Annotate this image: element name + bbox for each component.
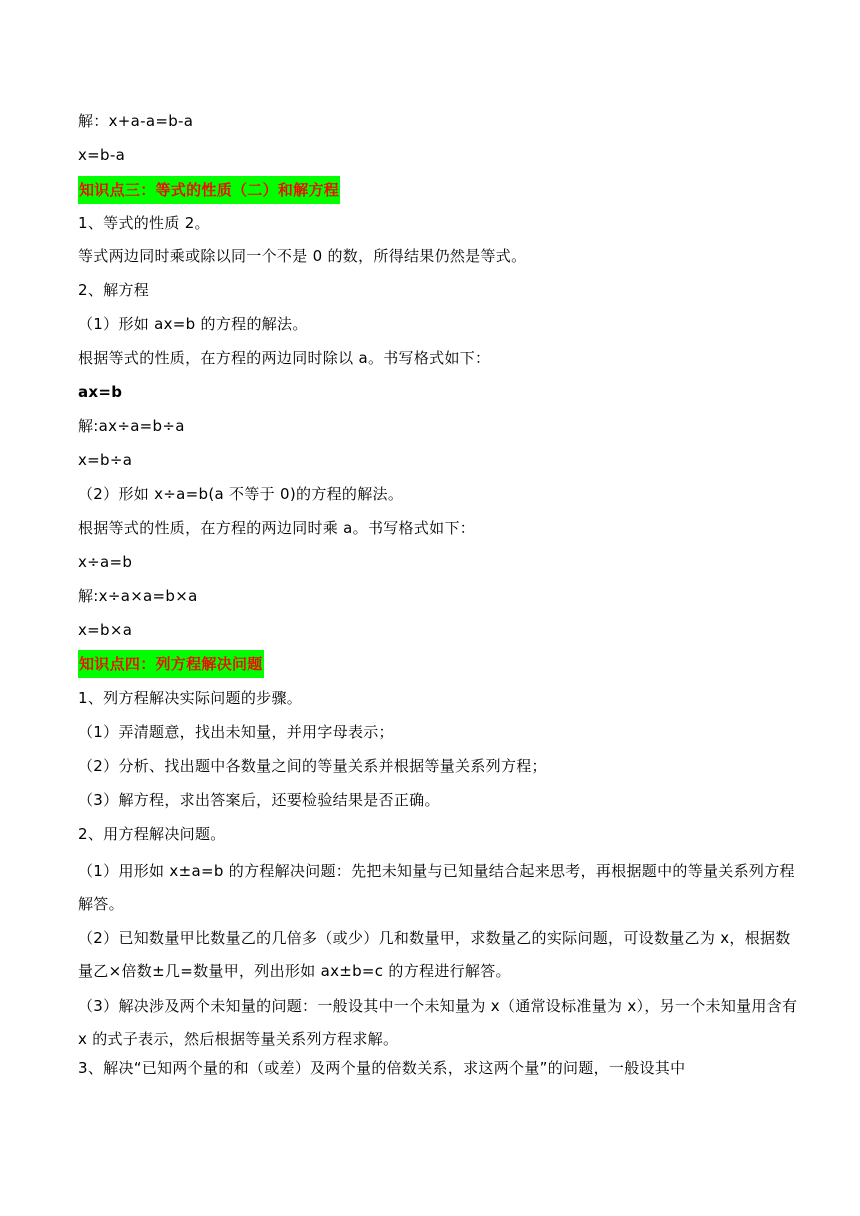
- item-heading: 1、列方程解决实际问题的步骤。: [78, 689, 303, 707]
- paragraph: 根据等式的性质，在方程的两边同时除以 a。书写格式如下：: [78, 349, 491, 367]
- formula-line: x=b×a: [78, 621, 133, 639]
- section-heading-3: [78, 176, 800, 204]
- item-heading: 2、解方程: [78, 281, 150, 299]
- sub-item: （2）分析、找出题中各数量之间的等量关系并根据等量关系列方程；: [78, 757, 547, 775]
- formula-line: x÷a=b: [78, 553, 133, 571]
- section-heading-3-text: 知识点三：等式的性质（二）和解方程: [78, 176, 340, 204]
- section-heading-4-text: 知识点四：列方程解决问题: [78, 650, 264, 678]
- sub-item: （1）弄清题意，找出未知量，并用字母表示；: [78, 723, 394, 741]
- formula-line: x=b÷a: [78, 451, 133, 469]
- sub-item-paragraph: （3）解决涉及两个未知量的问题：一般设其中一个未知量为 x（通常设标准量为 x），另一个未知量用含有 x 的式子表示，然后根据等量关系列方程求解。: [78, 997, 798, 1048]
- item-heading: 3、解决“已知两个量的和（或差）及两个量的倍数关系，求这两个量”的问题，一般设其中: [78, 1059, 686, 1077]
- formula-line: ax=b: [78, 383, 123, 401]
- sub-item-paragraph: （2）已知数量甲比数量乙的几倍多（或少）几和数量甲，求数量乙的实际问题，可设数量乙为 x，根据数量乙×倍数±几=数量甲，列出形如 ax±b=c 的方程进行解答。: [78, 929, 791, 980]
- sub-item-paragraph: （1）用形如 x±a=b 的方程解决问题：先把未知量与已知量结合起来思考，再根据题中的等量关系列方程解答。: [78, 862, 795, 913]
- item-heading: 2、用方程解决问题。: [78, 825, 226, 843]
- paragraph: 等式两边同时乘或除以同一个不是 0 的数，所得结果仍然是等式。: [78, 247, 527, 265]
- sub-item: （1）形如 ax=b 的方程的解法。: [78, 315, 308, 333]
- item-heading: 1、等式的性质 2。: [78, 214, 210, 232]
- solution-line-1: 解：x+a-a=b-a: [78, 112, 194, 130]
- formula-line: 解:ax÷a=b÷a: [78, 417, 185, 435]
- section-heading-4: [78, 650, 800, 678]
- formula-line: 解:x÷a×a=b×a: [78, 587, 198, 605]
- paragraph: 根据等式的性质，在方程的两边同时乘 a。书写格式如下：: [78, 519, 476, 537]
- sub-item: （3）解方程，求出答案后，还要检验结果是否正确。: [78, 791, 440, 809]
- solution-line-2: x=b-a: [78, 146, 126, 164]
- sub-item: （2）形如 x÷a=b(a 不等于 0)的方程的解法。: [78, 485, 404, 503]
